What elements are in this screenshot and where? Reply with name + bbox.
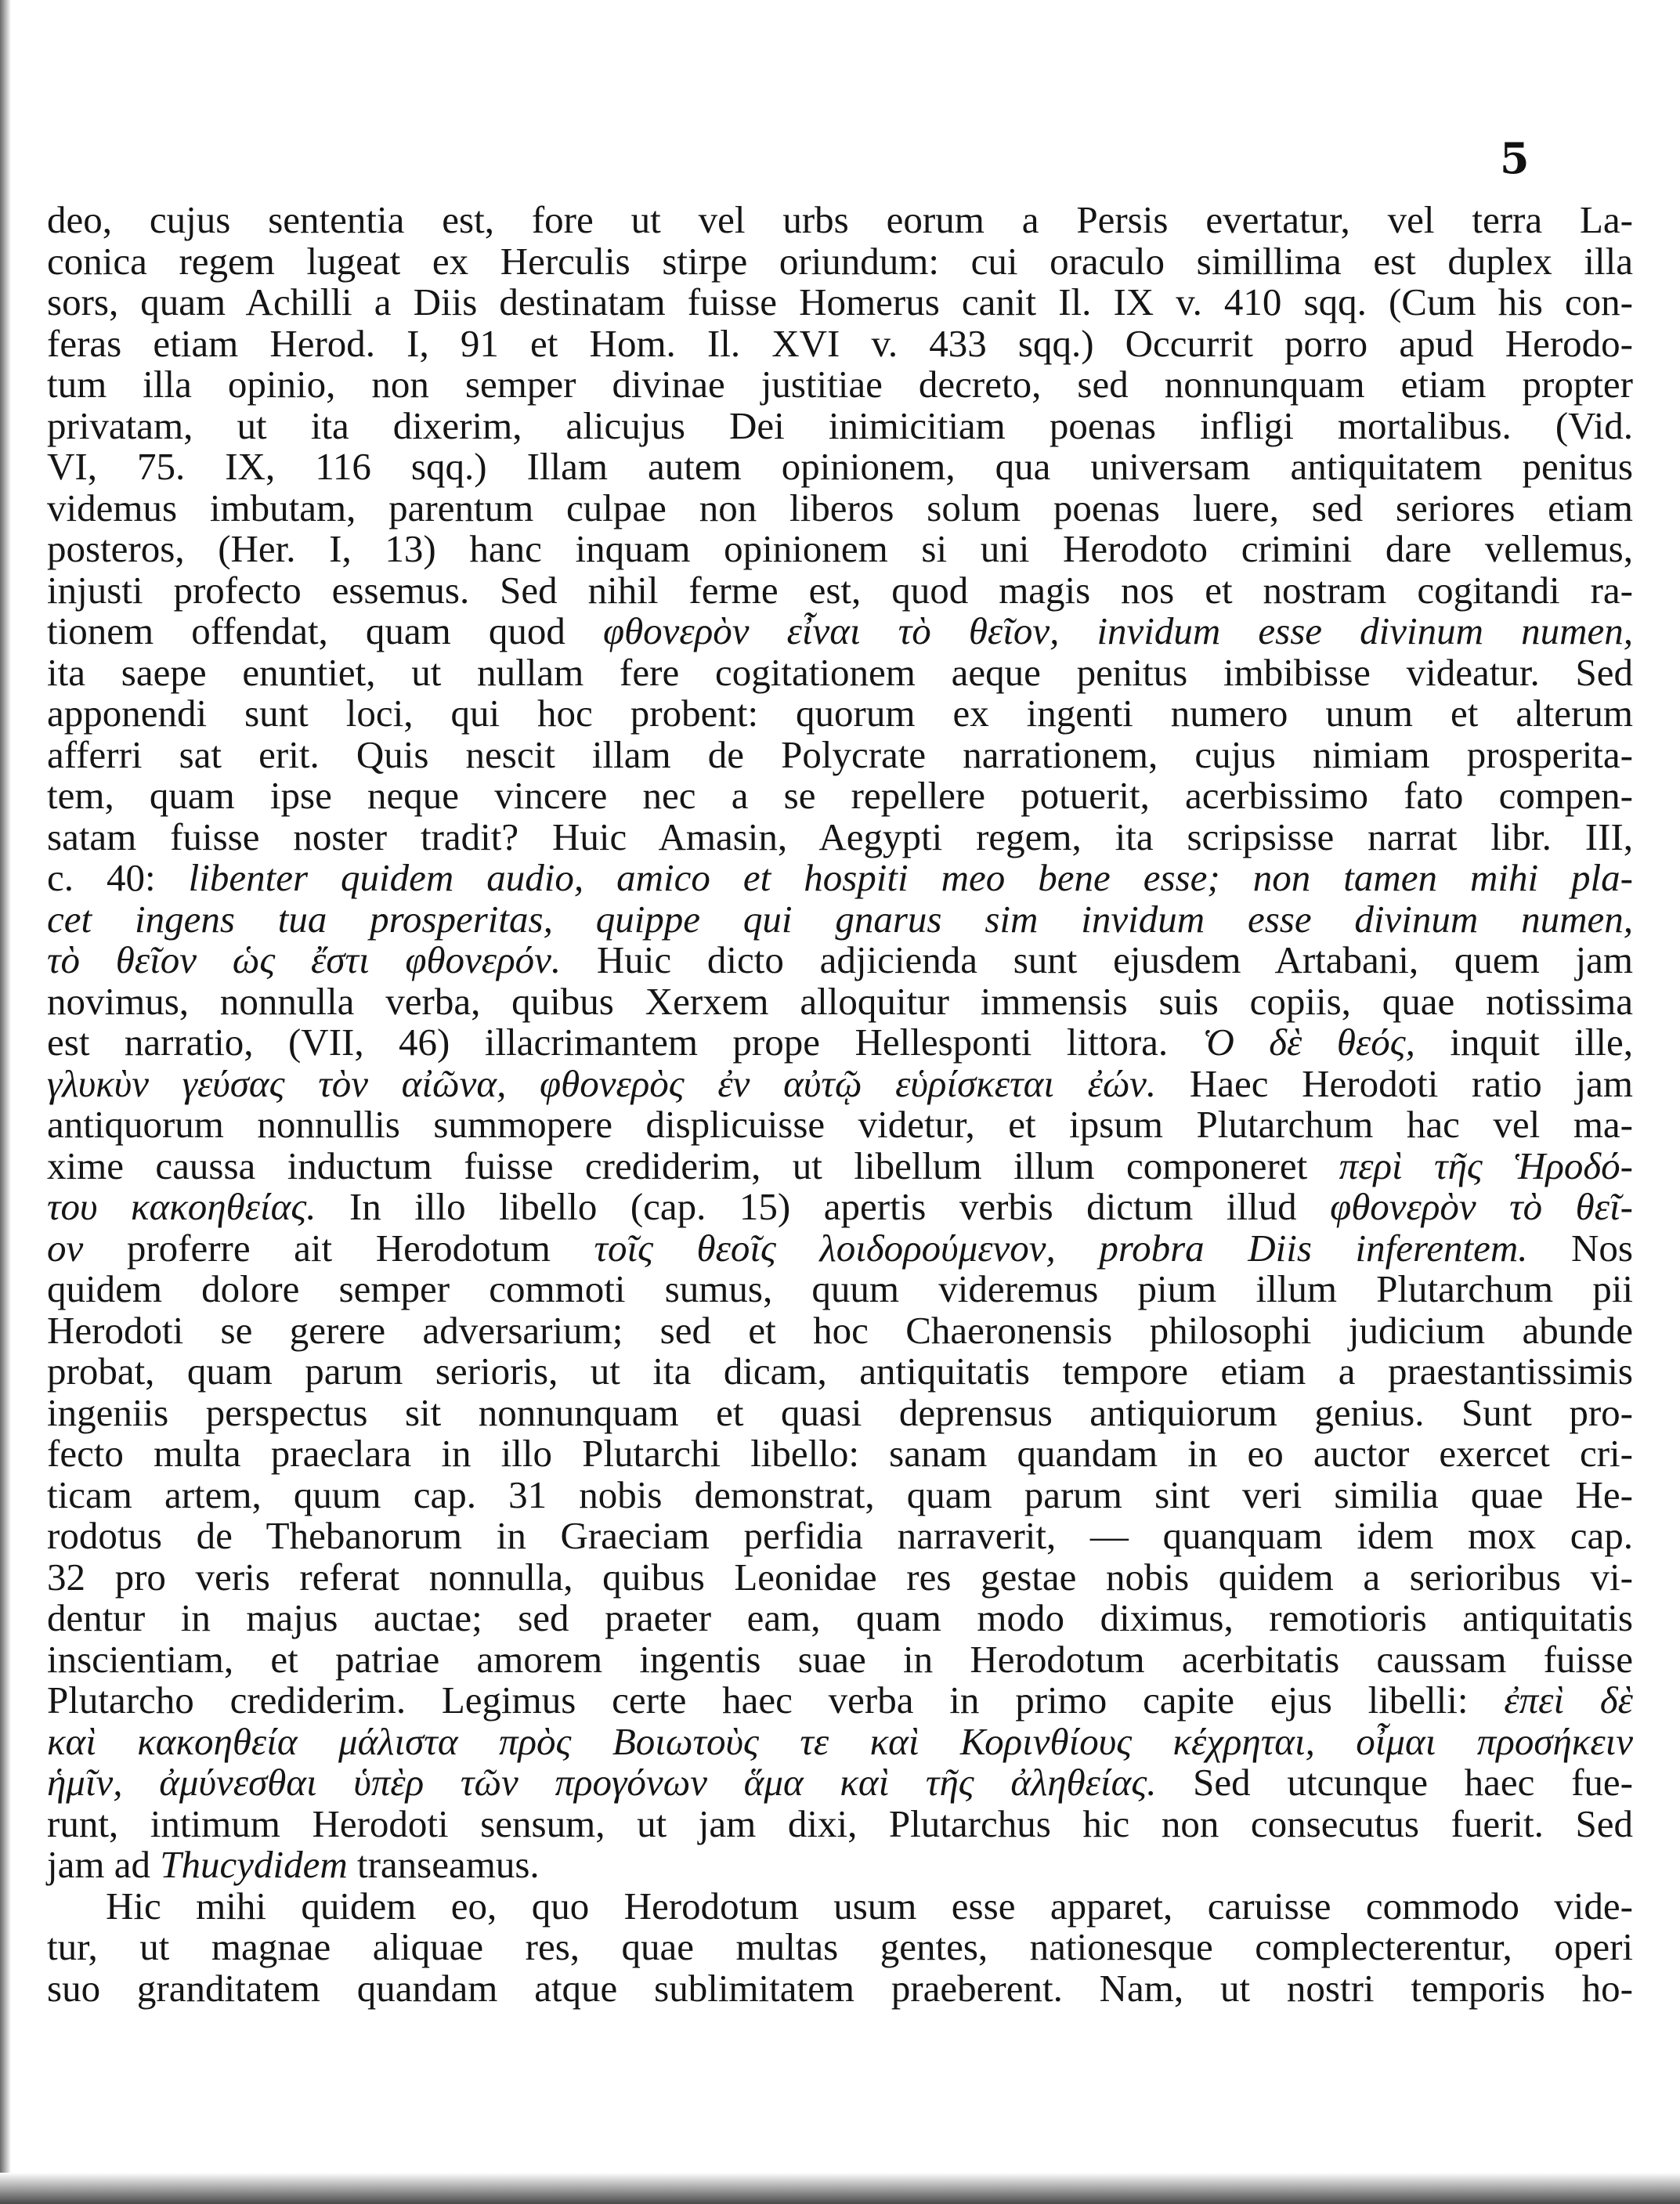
text-line: rodotus de Thebanorum in Graeciam perfidia narraverit, — quanquam idem mox cap.	[47, 1514, 1633, 1557]
text-line: ita saepe enuntiet, ut nullam fere cogitationem aeque penitus imbibisse videatur. Sed	[47, 650, 1633, 694]
text-line: τὸ θεῖον ὡς ἔστι φθονερόν. Huic dicto adjicienda sunt ejusdem Artabani, quem jam	[47, 938, 1633, 981]
greek-quote: τὸ θεῖον ὡς ἔστι φθονερόν.	[47, 938, 562, 981]
text-line: apponendi sunt loci, qui hoc probent: quorum ex ingenti numero unum et alterum	[47, 692, 1633, 735]
italic-quote: cet ingens tua prosperitas, quippe qui gnarus sim invidum esse divinum numen,	[47, 897, 1633, 941]
text-line	[47, 1719, 1633, 1763]
text-line: tur, ut magnae aliquae res, quae multas gentes, nationesque complecterentur, operi	[47, 1925, 1633, 1968]
text-line: injusti profecto essemus. Sed nihil ferme est, quod magis nos et nostram cogitandi ra-	[47, 568, 1633, 612]
text-line: conica regem lugeat ex Herculis stirpe oriundum: cui oraculo simillima est duplex illa	[47, 239, 1633, 283]
text-line: ingeniis perspectus sit nonnunquam et quasi deprensus antiquiorum genius. Sunt pro-	[47, 1390, 1633, 1434]
greek-quote: γλυκὺν γεύσας τὸν αἰῶνα, φθονερὸς ἐν αὐτῷ εὑρίσκεται ἐών.	[47, 1061, 1157, 1105]
text-line: tum illa opinio, non semper divinae justitiae decreto, sed nonnunquam etiam propter	[47, 363, 1633, 406]
text-line: γλυκὺν γεύσας τὸν αἰῶνα, φθονερὸς ἐν αὐτῷ εὑρίσκεται ἐών. Haec Herodoti ratio jam	[47, 1061, 1633, 1105]
paragraph-first-line: Hic mihi quidem eo, quo Herodotum usum esse apparet, caruisse commodo vide-	[106, 1884, 1633, 1928]
text-line: Plutarcho crediderim. Legimus certe haec verba in primo capite ejus libelli: ἐπεὶ δὲ	[47, 1678, 1633, 1722]
greek-quote: καὶ κακοηθεία μάλιστα πρὸς Βοιωτοὺς τε καὶ Κορινθίους κέχρηται, οἶμαι προσήκειν	[47, 1719, 1633, 1763]
text-line: c. 40: libenter quidem audio, amico et hospiti meo bene esse; non tamen mihi pla-	[47, 856, 1633, 899]
text-line: VI, 75. IX, 116 sqq.) Illam autem opinionem, qua universam antiquitatem penitus	[47, 445, 1633, 488]
text-line: novimus, nonnulla verba, quibus Xerxem alloquitur immensis suis copiis, quae notissima	[47, 979, 1633, 1023]
body-text	[47, 200, 1633, 2009]
text-line: inscientiam, et patriae amorem ingentis suae in Herodotum acerbitatis caussam fuisse	[47, 1637, 1633, 1681]
page-bottom-shadow	[0, 2173, 1680, 2204]
page-edge-shadow	[0, 0, 11, 2204]
text-line: jam ad Thucydidem transeamus.	[47, 1843, 540, 1886]
text-line: dentur in majus auctae; sed praeter eam, quam modo diximus, remotioris antiquitatis	[47, 1596, 1633, 1639]
text-line: tionem offendat, quam quod φθονερὸν εἶναι τὸ θεῖον, invidum esse divinum numen,	[47, 609, 1633, 652]
text-line: satam fuisse noster tradit? Huic Amasin, Aegypti regem, ita scripsisse narrat libr. III,	[47, 815, 1633, 858]
text-line: afferri sat erit. Quis nescit illam de Polycrate narrationem, cujus nimiam prosperita-	[47, 732, 1633, 776]
text-line: ον proferre ait Herodotum τοῖς θεοῖς λοιδορούμενον, probra Diis inferentem. Nos	[47, 1226, 1633, 1270]
greek-quote: φθονερὸν εἶναι τὸ θεῖον, invidum esse divinum numen,	[602, 609, 1633, 652]
text-line: ticam artem, quum cap. 31 nobis demonstrat, quam parum sint veri similia quae He-	[47, 1472, 1633, 1516]
text-line: videmus imbutam, parentum culpae non liberos solum poenas luere, sed seriores etiam	[47, 486, 1633, 529]
text-line: feras etiam Herod. I, 91 et Hom. Il. XVI v. 433 sqq.) Occurrit porro apud Herodo-	[47, 321, 1633, 365]
text-line: suo granditatem quandam atque sublimitatem praeberent. Nam, ut nostri temporis ho-	[47, 1966, 1633, 2010]
text-line: Herodoti se gerere adversarium; sed et hoc Chaeronensis philosophi judicium abunde	[47, 1308, 1633, 1352]
text-line: privatam, ut ita dixerim, alicujus Dei inimicitiam poenas infligi mortalibus. (Vid.	[47, 403, 1633, 447]
greek-quote: περὶ τῆς Ἡροδό-	[1339, 1144, 1633, 1187]
text-line: sors, quam Achilli a Diis destinatam fuisse Homerus canit Il. IX v. 410 sqq. (Cum his con-	[47, 280, 1633, 323]
text-line: est narratio, (VII, 46) illacrimantem prope Hellesponti littora. Ὁ δὲ θεός, inquit ille,	[47, 1021, 1633, 1064]
greek-quote: τοῖς θεοῖς λοιδορούμενον, probra Diis inferentem.	[594, 1226, 1528, 1270]
text-line: runt, intimum Herodoti sensum, ut jam dixi, Plutarchus hic non consecutus fuerit. Sed	[47, 1801, 1633, 1845]
text-line: ἡμῖν, ἀμύνεσθαι ὑπὲρ τῶν προγόνων ἅμα καὶ τῆς ἀληθείας. Sed utcunque haec fue-	[47, 1761, 1633, 1804]
italic-quote: libenter quidem audio, amico et hospiti meo bene esse; non tamen mihi pla-	[188, 856, 1633, 899]
greek-quote: φθονερὸν τὸ θεῖ-	[1330, 1185, 1633, 1228]
greek-quote: του κακοηθείας.	[47, 1185, 316, 1228]
text-line	[47, 899, 1633, 941]
text-line: deo, cujus sententia est, fore ut vel urbs eorum a Persis evertatur, vel terra La-	[47, 198, 1633, 241]
text-line: xime caussa inductum fuisse crediderim, ut libellum illum componeret περὶ τῆς Ἡροδό-	[47, 1144, 1633, 1187]
italic-name: Thucydidem	[160, 1843, 348, 1886]
text-line: tem, quam ipse neque vincere nec a se repellere potuerit, acerbissimo fato compen-	[47, 774, 1633, 817]
text-line: antiquorum nonnullis summopere displicuisse videtur, et ipsum Plutarchum hac vel ma-	[47, 1103, 1633, 1146]
text-line: quidem dolore semper commoti sumus, quum videremus pium illum Plutarchum pii	[47, 1267, 1633, 1310]
greek-quote: ἐπεὶ δὲ	[1504, 1678, 1633, 1722]
text-line: 32 pro veris referat nonnulla, quibus Leonidae res gestae nobis quidem a serioribus vi-	[47, 1555, 1633, 1599]
greek-quote: ον	[47, 1226, 84, 1270]
greek-quote: Ὁ δὲ θεός,	[1202, 1021, 1415, 1064]
greek-quote: ἡμῖν, ἀμύνεσθαι ὑπὲρ τῶν προγόνων ἅμα καὶ τῆς ἀληθείας.	[47, 1761, 1157, 1804]
text-line: posteros, (Her. I, 13) hanc inquam opinionem si uni Herodoto crimini dare vellemus,	[47, 527, 1633, 570]
page-number: 5	[1500, 133, 1530, 183]
text-line: fecto multa praeclara in illo Plutarchi libello: sanam quandam in eo auctor exercet cri-	[47, 1432, 1633, 1475]
text-line: του κακοηθείας. In illo libello (cap. 15) apertis verbis dictum illud φθονερὸν τὸ θεῖ-	[47, 1185, 1633, 1228]
text-line: probat, quam parum serioris, ut ita dicam, antiquitatis tempore etiam a praestantissimis	[47, 1349, 1633, 1393]
